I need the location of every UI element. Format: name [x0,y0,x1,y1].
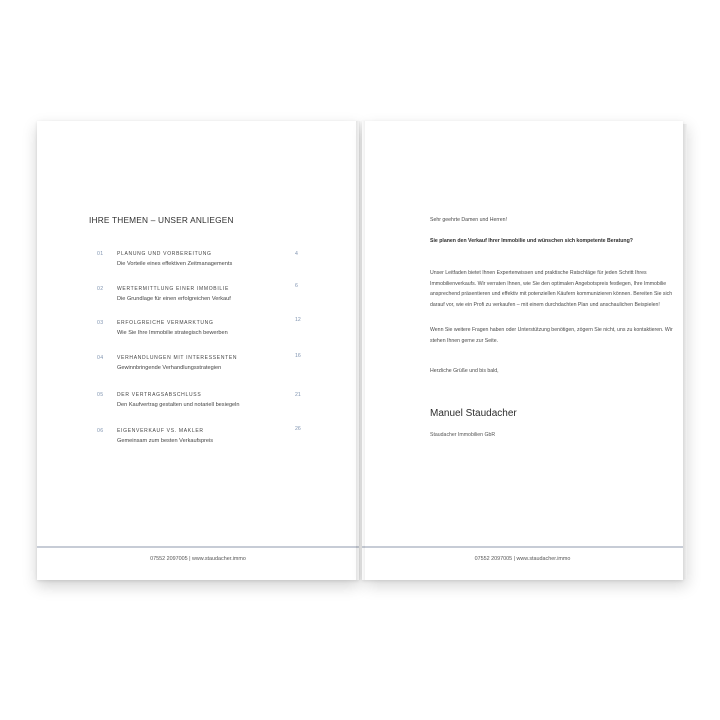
toc-number: 05 [97,392,104,398]
toc-entry[interactable] [37,355,359,385]
toc-heading: IHRE THEMEN – UNSER ANLIEGEN [89,215,234,225]
toc-page-number: 26 [295,426,301,432]
toc-subtitle: Den Kaufvertrag gestalten und notariell besiegeln [117,402,240,408]
toc-page-number: 6 [295,283,298,289]
toc-title: VERHANDLUNGEN MIT INTERESSENTEN [117,355,238,361]
book-gutter [356,121,365,580]
toc-entry[interactable] [37,428,359,458]
toc-number: 03 [97,320,104,326]
toc-number: 02 [97,286,104,292]
footer-divider [37,546,359,548]
toc-subtitle: Die Grundlage für einen erfolgreichen Verkauf [117,296,231,302]
toc-entry[interactable] [37,251,359,281]
letter-contact-paragraph: Wenn Sie weitere Fragen haben oder Unterstützung benötigen, zögern Sie nicht, uns zu kontaktieren. Wir stehen Ihnen gerne zur Seite. [430,327,673,344]
footer-contact: 07552 2097005 | www.staudacher.immo [474,556,571,562]
page-edge [683,124,687,579]
right-page [362,121,683,580]
toc-entry[interactable] [37,392,359,422]
toc-subtitle: Wie Sie Ihre Immobilie strategisch bewerben [117,330,228,336]
toc-title: PLANUNG UND VORBEREITUNG [117,251,212,257]
toc-title: DER VERTRAGSABSCHLUSS [117,392,202,398]
toc-number: 01 [97,251,104,257]
footer-contact: 07552 2097005 | www.staudacher.immo [150,556,246,562]
toc-entry[interactable] [37,317,359,350]
letter-intro: Sie planen den Verkauf Ihrer Immobilie und wünschen sich kompetente Beratung? [430,238,633,244]
letter-body: Unser Leitfaden bietet Ihnen Expertenwissen und praktische Ratschläge für jeden Schritt Ihres Immobilienverkaufs. Wir verraten Ihnen, wie Sie den optimalen Angebotspreis festlegen, Ihre Immobilie ansprechend präsentieren und effektiv mit potenziellen Käufern kommunizieren können. Bereiten Sie sich darauf vor, wie ein Profi zu verkaufen – mit einem durchdachten Plan und anschaulichen Beispielen! [430,270,673,308]
toc-entry[interactable] [37,283,359,316]
toc-page-number: 4 [295,251,298,257]
letter-closing: Herzliche Grüße und bis bald, [430,368,499,374]
toc-title: WERTERMITTLUNG EINER IMMOBILIE [117,286,230,292]
toc-page-number: 21 [295,392,301,398]
footer-divider [362,546,683,548]
toc-page-number: 16 [295,353,301,359]
toc-number: 06 [97,428,104,434]
toc-subtitle: Die Vorteile eines effektiven Zeitmanagements [117,261,233,267]
letter-salutation: Sehr geehrte Damen und Herren! [430,217,507,223]
toc-title: ERFOLGREICHE VERMARKTUNG [117,320,214,326]
toc-subtitle: Gemeinsam zum besten Verkaufspreis [117,438,214,444]
toc-title: EIGENVERKAUF VS. MAKLER [117,428,204,434]
toc-subtitle: Gewinnbringende Verhandlungsstrategien [117,365,222,371]
company-name: Staudacher Immobilien GbR [430,432,496,438]
toc-page-number: 12 [295,317,301,323]
left-page [37,121,359,580]
toc-number: 04 [97,355,104,361]
signature-name: Manuel Staudacher [430,408,517,419]
